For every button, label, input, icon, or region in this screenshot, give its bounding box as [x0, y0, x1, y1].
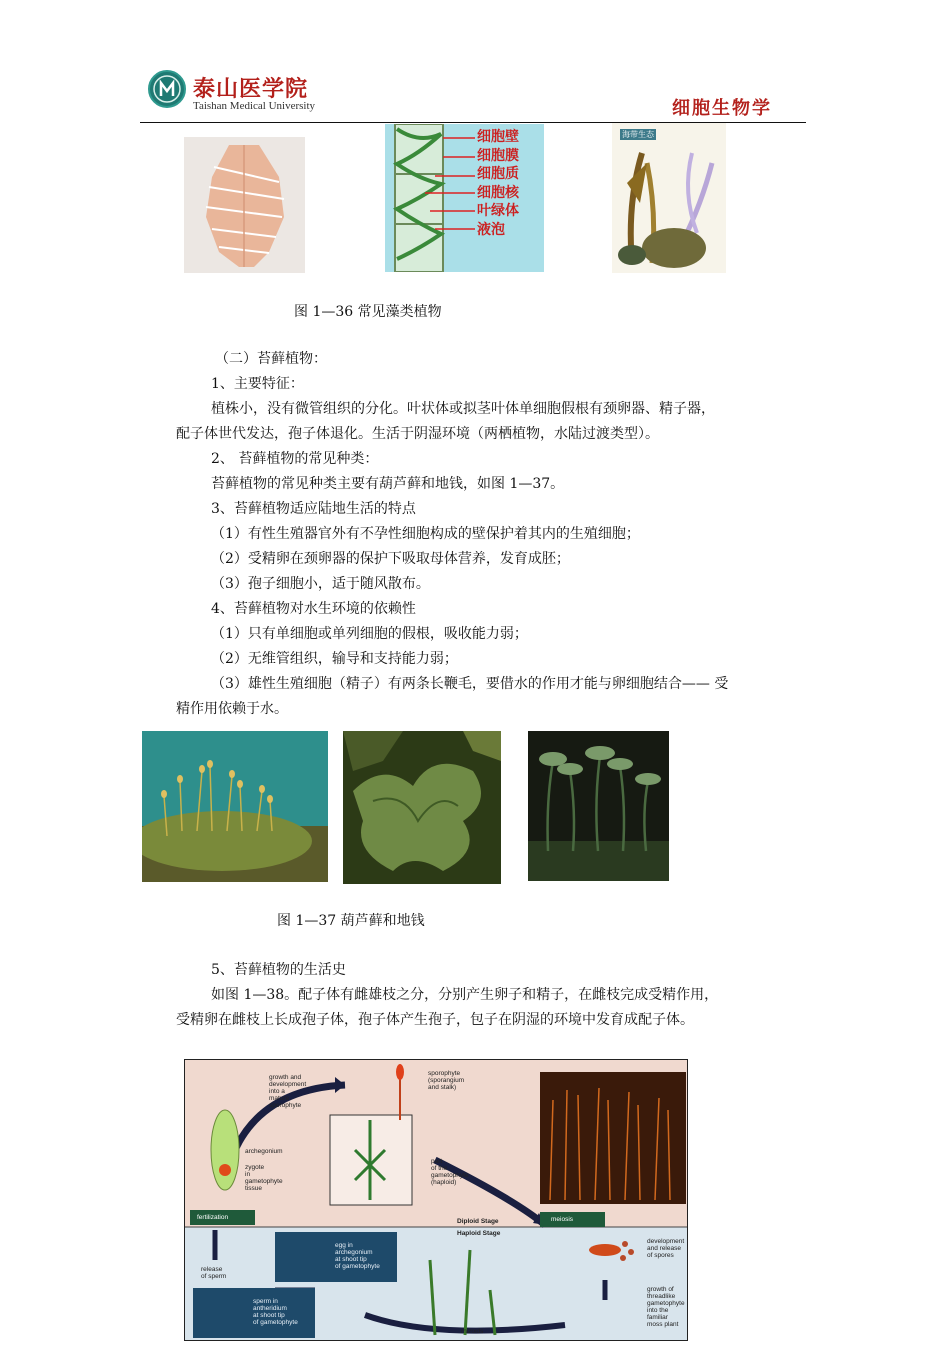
label-part-gametophyte: part of the gametophyte (haploid): [431, 1158, 469, 1186]
spirogyra-cell-diagram: [385, 124, 544, 272]
university-name-en: Taishan Medical University: [193, 100, 316, 112]
item-1-text-line-2: 配子体世代发达，孢子体退化。生活于阴湿环境（两栖植物，水陆过渡类型）。: [176, 426, 659, 442]
item-1-text-line-1: 植株小，没有微管组织的分化。叶状体或拟茎叶体单细胞假根有颈卵器、精子器，: [211, 401, 715, 417]
label-release-sperm: release of sperm: [201, 1266, 227, 1280]
kelp-photo-tag: 海带生态: [622, 130, 654, 139]
label-sperm-antheridium: sperm in antheridium at shoot tip of gametophyte: [253, 1298, 298, 1326]
label-cytoplasm: 细胞质: [477, 166, 519, 182]
section-5-line-2: 受精卵在雌枝上长成孢子体，孢子体产生孢子，包子在阴湿的环境中发育成配子体。: [176, 1012, 694, 1028]
liverwort-photo-thallus: [343, 731, 501, 884]
moss-photo-funaria: [142, 731, 328, 882]
label-sporophyte: sporophyte (sporangium and stalk): [428, 1070, 465, 1091]
label-growth: growth and development into a mature sporophyte: [269, 1074, 307, 1109]
label-haploid-stage: Haploid Stage: [457, 1230, 501, 1237]
label-cell-membrane: 细胞膜: [477, 147, 519, 164]
kelp-ecology-photo: [612, 123, 726, 273]
item-4-point-1: （1）只有单细胞或单列细胞的假根，吸收能力弱；: [211, 626, 528, 642]
algae-photo-laminaria: [184, 137, 305, 273]
label-archegonium: archegonium: [245, 1148, 283, 1155]
figure-37-caption: 图 1—37 葫芦藓和地钱: [277, 913, 425, 929]
logo-emblem-icon: [150, 72, 184, 106]
label-diploid-stage: Diploid Stage: [457, 1218, 499, 1225]
label-chloroplast: 叶绿体: [477, 203, 519, 219]
label-threadlike-gametophyte: growth of threadlike gametophyte into the familiar moss plant: [647, 1286, 685, 1328]
course-title: 细胞生物学: [672, 98, 772, 119]
section-5-title: 5、苔藓植物的生活史: [211, 962, 346, 978]
section-heading: （二）苔藓植物：: [215, 351, 327, 367]
label-cell-wall: 细胞壁: [477, 129, 519, 145]
item-1-title: 1、主要特征：: [211, 376, 304, 392]
item-3-point-3: （3）孢子细胞小，适于随风散布。: [211, 576, 430, 592]
label-meiosis: meiosis: [551, 1216, 574, 1223]
item-3-point-2: （2）受精卵在颈卵器的保护下吸取母体营养，发育成胚；: [211, 551, 570, 567]
label-rhizoids: rhizoids: [461, 1328, 484, 1335]
university-logo: [148, 70, 186, 108]
item-2-title: 2、 苔藓植物的常见种类：: [211, 451, 379, 467]
label-fertilization: fertilization: [197, 1214, 229, 1221]
marchantia-photo: [528, 731, 669, 881]
section-5-line-1: 如图 1—38。配子体有雌雄枝之分，分别产生卵子和精子，在雌枝完成受精作用，: [211, 987, 719, 1003]
item-4-point-2: （2）无维管组织，输导和支持能力弱；: [211, 651, 458, 667]
moss-life-cycle-diagram: [184, 1059, 688, 1341]
figure-36-caption: 图 1—36 常见藻类植物: [294, 304, 442, 320]
label-nucleus: 细胞核: [477, 184, 519, 201]
label-vacuole: 液泡: [477, 221, 505, 238]
university-name-cn: 泰山医学院: [193, 76, 309, 102]
item-4-title: 4、苔藓植物对水生环境的依赖性: [211, 601, 416, 617]
item-2-text: 苔藓植物的常见种类主要有葫芦藓和地钱，如图 1—37。: [211, 476, 565, 492]
label-egg-archegonium: egg in archegonium at shoot tip of gametophyte: [335, 1242, 380, 1270]
item-3-title: 3、苔藓植物适应陆地生活的特点: [211, 501, 416, 517]
item-3-point-1: （1）有性生殖器官外有不孕性细胞构成的壁保护着其内的生殖细胞；: [211, 526, 640, 542]
label-zygote: zygote in gametophyte tissue: [245, 1164, 283, 1192]
label-spore-release: development and release of spores: [647, 1238, 685, 1259]
item-4-point-3-cont: 精作用依赖于水。: [176, 701, 288, 717]
item-4-point-3: （3）雄性生殖细胞（精子）有两条长鞭毛，要借水的作用才能与卵细胞结合—— 受: [211, 676, 729, 692]
